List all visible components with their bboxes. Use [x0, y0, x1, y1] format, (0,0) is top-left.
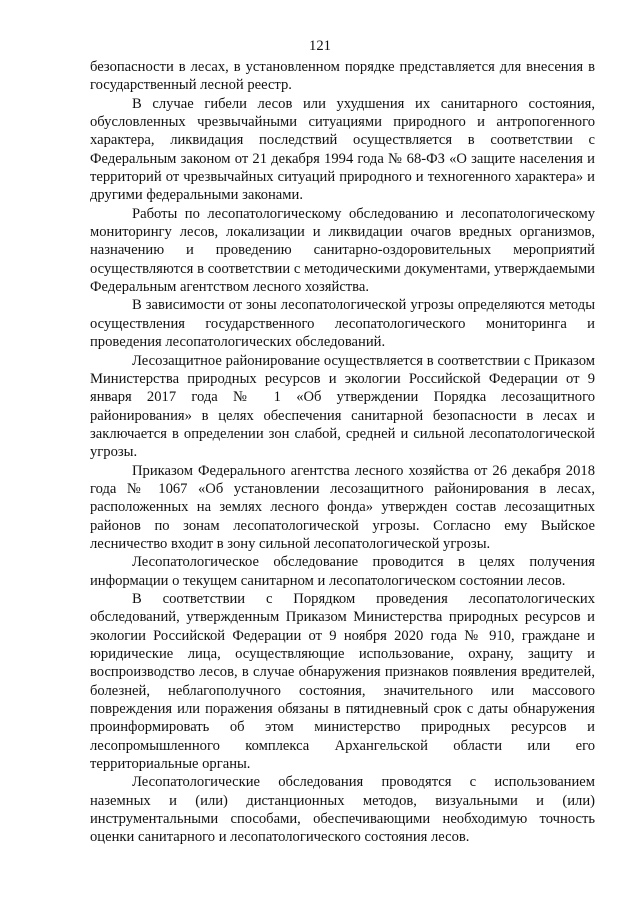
paragraph-survey-procedure: В соответствии с Порядком проведения лесопатологических обследований, утвержденным Приказом Министерства природных ресурсов и экологии Российской Федерации от 9 ноября 2020 года № 910, граждане и юридические лица, осуществляющие использование, охрану, защиту и воспроизводство лесов, в случае обнаружения признаков появления вредителей, болезней, неблагополучного состояния, значительного или массового повреждения или поражения обязаны в пятидневный срок с даты обнаружения проинформировать об этом министерство природных ресурсов и лесопромышленного комплекса Архангельской области или его территориальные органы.	[90, 590, 595, 773]
page-body	[90, 58, 595, 847]
paragraph-threat-zone-methods: В зависимости от зоны лесопатологической угрозы определяются методы осуществления государственного лесопатологического мониторинга и проведения лесопатологических обследований.	[90, 297, 595, 351]
paragraph-forest-pathology-work: Работы по лесопатологическому обследованию и лесопатологическому мониторингу лесов, локализации и ликвидации очагов вредных организмов, назначению и проведению санитарно-оздоровительных мероприятий осуществляются в соответствии с методическими документами, утверждаемыми Федеральным агентством лесного хозяйства.	[90, 205, 595, 296]
paragraph-emergency-consequences: В случае гибели лесов или ухудшения их санитарного состояния, обусловленных чрезвычайными ситуациями природного и антропогенного характера, ликвидация последствий осуществляется в соответствии с Федеральным законом от 21 декабря 1994 года № 68-ФЗ «О защите населения и территорий от чрезвычайных ситуаций природного и техногенного характера» и другими федеральными законами.	[90, 95, 595, 204]
paragraph-protective-zoning: Лесозащитное районирование осуществляется в соответствии с Приказом Министерства природных ресурсов и экологии Российской Федерации от 9 января 2017 года № 1 «Об утверждении Порядка лесозащитного районирования» в целях обеспечения санитарной безопасности в лесах и заключается в определении зон слабой, средней и сильной лесопатологической угрозы.	[90, 352, 595, 461]
paragraph-agency-order: Приказом Федерального агентства лесного хозяйства от 26 декабря 2018 года № 1067 «Об установлении лесозащитного районирования в лесах, расположенных на землях лесного фонда» утвержден состав лесозащитных районов по зонам лесопатологической угрозы. Согласно ему Выйское лесничество входит в зону сильной лесопатологической угрозы.	[90, 462, 595, 552]
paragraph-survey-purpose: Лесопатологическое обследование проводится в целях получения информации о текущем санитарном и лесопатологическом состоянии лесов.	[90, 554, 595, 589]
page-number: 121	[309, 38, 331, 54]
paragraph-continuation: безопасности в лесах, в установленном порядке представляется для внесения в государственный лесной реестр.	[90, 59, 595, 94]
paragraph-survey-methods: Лесопатологические обследования проводятся с использованием наземных и (или) дистанционных методов, визуальными и (или) инструментальными способами, обеспечивающими необходимую точность оценки санитарного и лесопатологического состояния лесов.	[90, 774, 595, 846]
